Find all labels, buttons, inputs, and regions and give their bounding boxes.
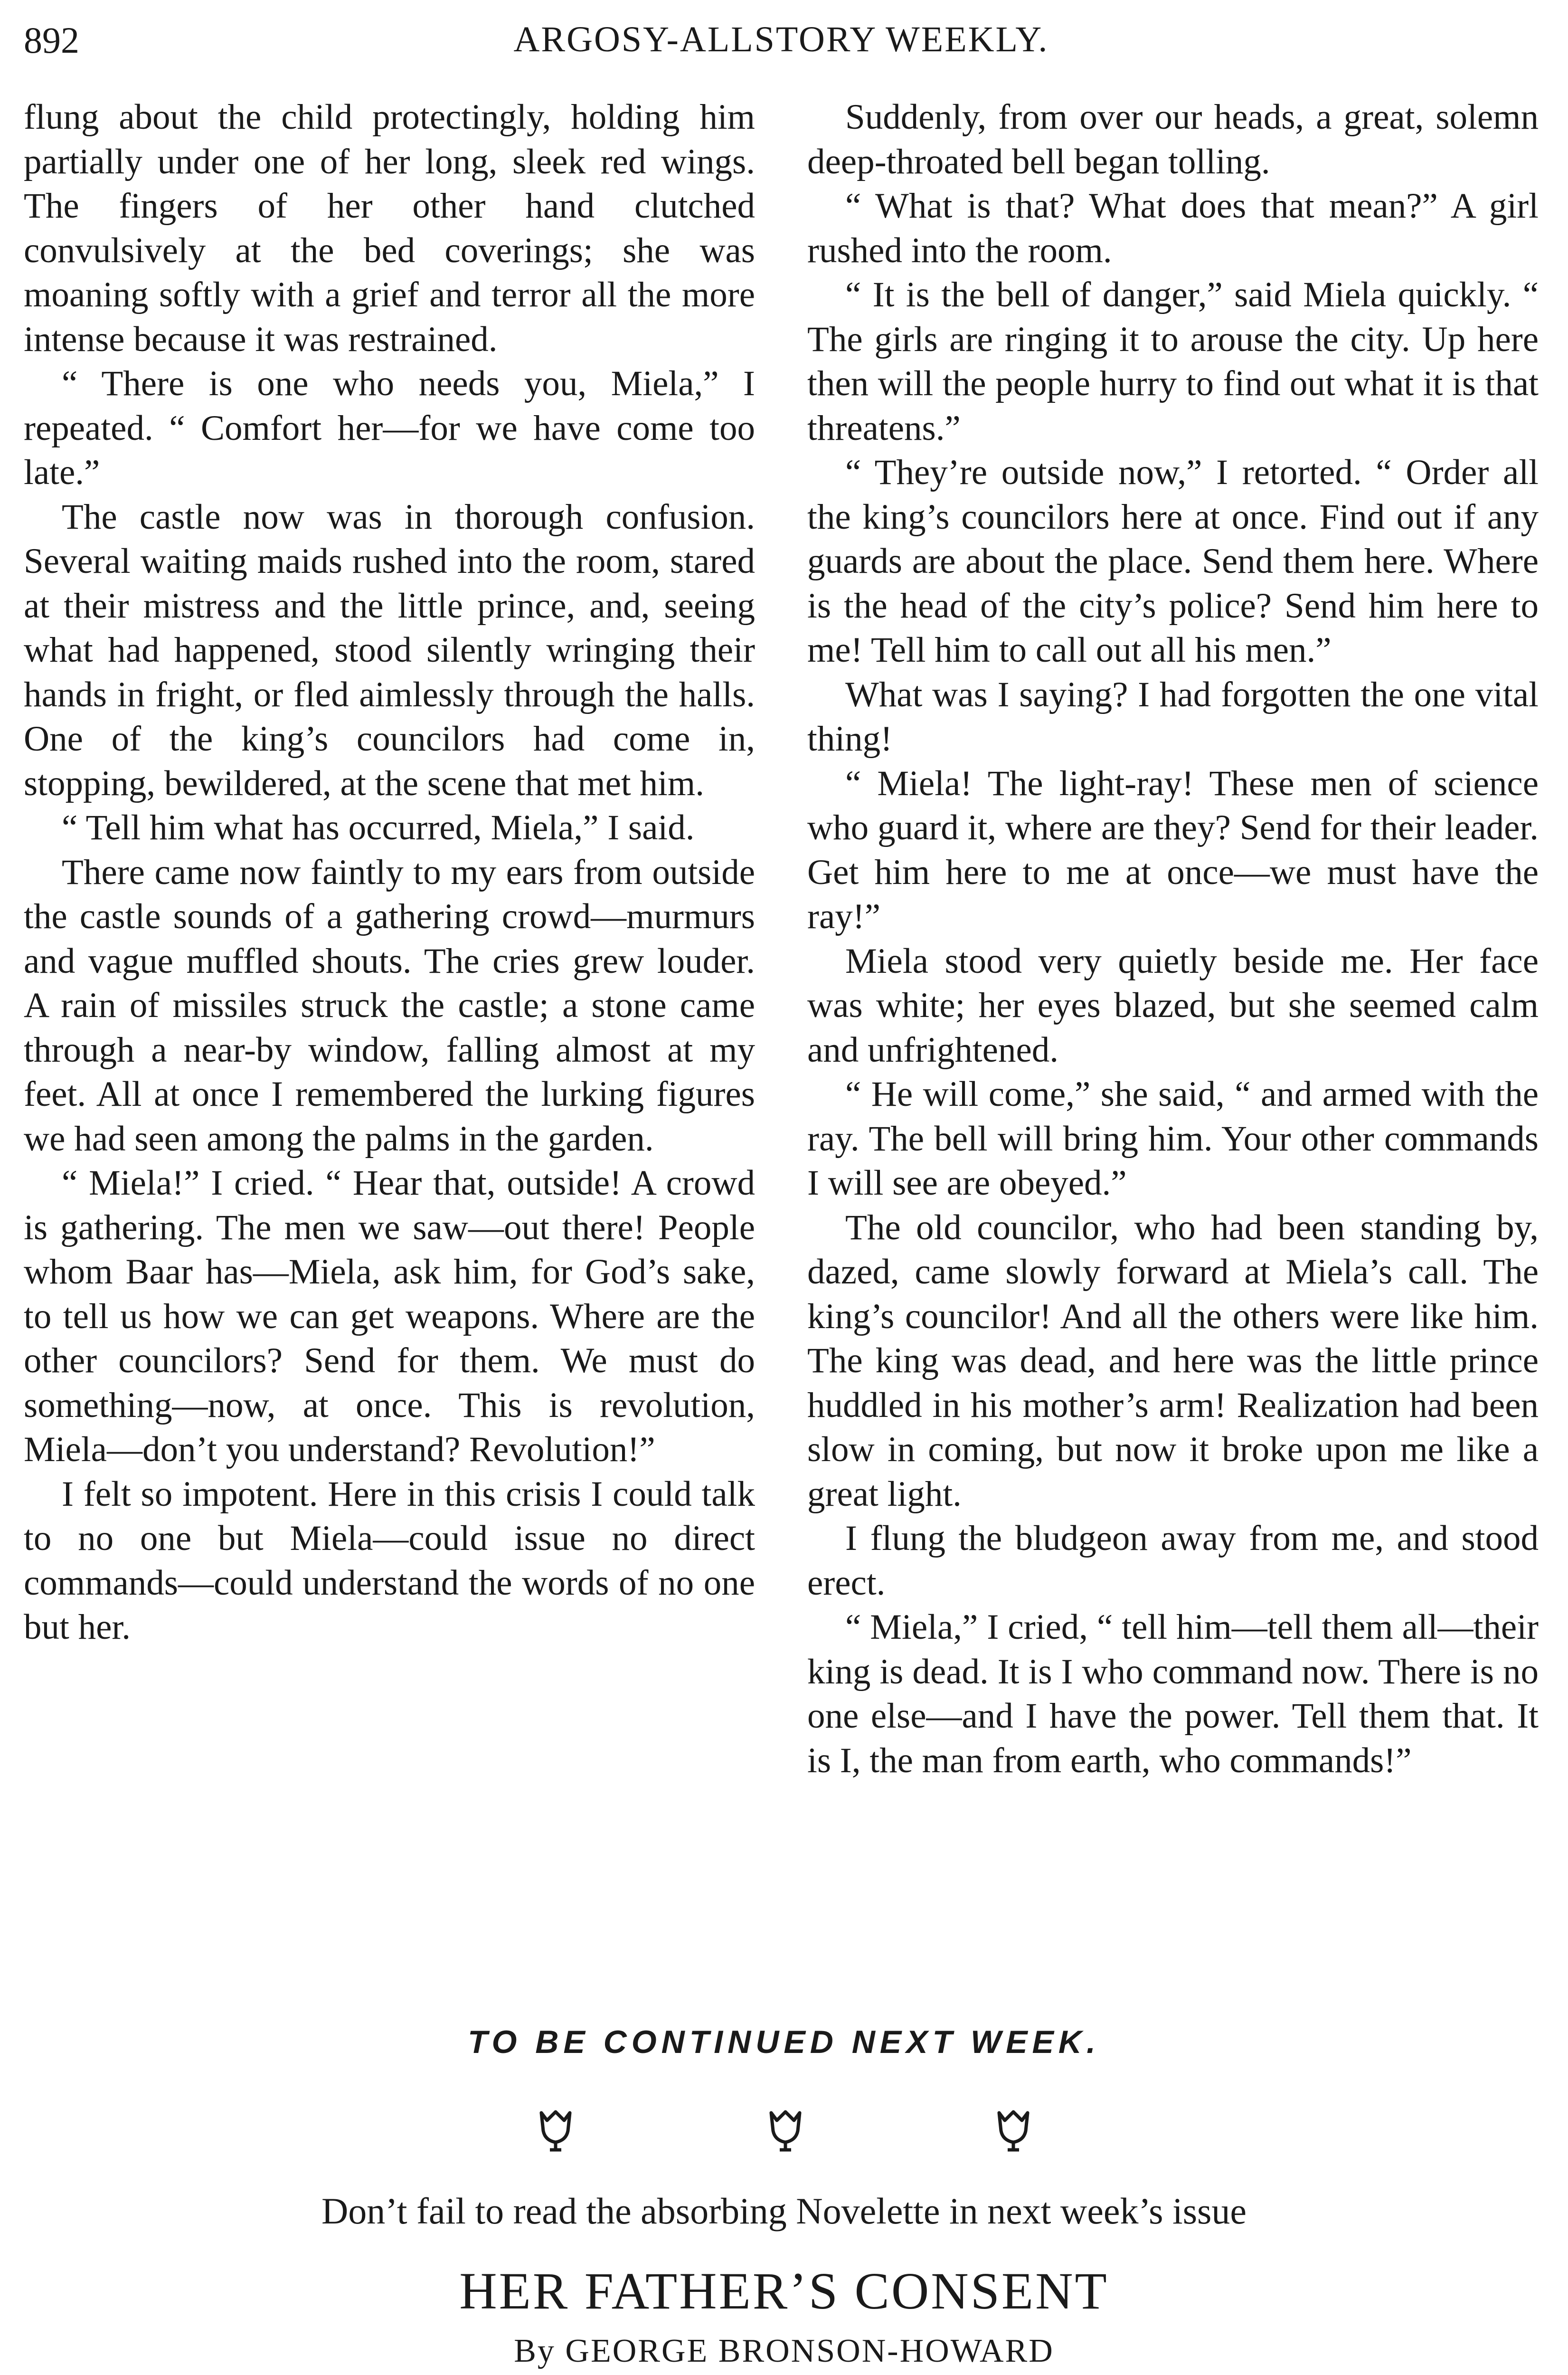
paragraph: The old councilor, who had been standing by, dazed, came slowly forward at Miela’s call. The king’s councilor! And all the others were like him. The king was dead, and here was the little prince huddled in his mother’s arm! Realization had been slow in coming, but now it broke upon me like a great light. [807, 1207, 1539, 1514]
paragraph: “ Miela! The light-ray! These men of science who guard it, where are they? Send for their leader. Get him here to me at once—we must have the ray!” [807, 763, 1539, 936]
text-columns [24, 95, 1539, 2019]
running-title: ARGOSY-ALLSTORY WEEKLY. [513, 19, 1049, 59]
left-column [24, 95, 755, 2019]
paragraph: Miela stood very quietly beside me. Her face was white; her eyes blazed, but she seemed calm and unfrightened. [807, 941, 1539, 1070]
paragraph: The castle now was in thorough confusion. Several waiting maids rushed into the room, stared at their mistress and the little prince, and, seeing what had happened, stood silently wringing their hands in fright, or fled aimlessly through the halls. One of the king’s councilors had come in, stopping, bewildered, at the scene that met him. [24, 497, 755, 803]
paragraph: “ There is one who needs you, Miela,” I repeated. “ Comfort her—for we have come too late.” [24, 364, 755, 492]
paragraph: flung about the child protectingly, holding him partially under one of her long, sleek red wings. The fingers of her other hand clutched convulsively at the bed coverings; she was moaning softly with a grief and terror all the more intense because it was restrained. [24, 97, 755, 359]
tulip-ornament-icon [766, 2109, 804, 2152]
page-header [24, 14, 1539, 76]
paragraph: “ What is that? What does that mean?” A girl rushed into the room. [807, 186, 1539, 270]
paragraph: I felt so impotent. Here in this crisis I could talk to no one but Miela—could issue no direct commands—could understand the words of no one but her. [24, 1474, 755, 1647]
paragraph: “ They’re outside now,” I retorted. “ Order all the king’s councilors here at once. Find out if any guards are about the place. Send them here. Where is the head of the city’s police? Send him here to me! Tell him to call out all his men.” [807, 453, 1539, 670]
paragraph: What was I saying? I had forgotten the one vital thing! [807, 674, 1539, 759]
advertisement-byline: By GEORGE BRONSON-HOWARD [514, 2333, 1054, 2369]
paragraph: I flung the bludgeon away from me, and stood erect. [807, 1519, 1539, 1603]
continued-notice: TO BE CONTINUED NEXT WEEK. [468, 2024, 1100, 2060]
paragraph: There came now faintly to my ears from outside the castle sounds of a gathering crowd—murmurs and vague muffled shouts. The cries grew louder. A rain of missiles struck the castle; a stone came through a near-by window, falling almost at my feet. All at once I remembered the lurking figures we had seen among the palms in the garden. [24, 852, 755, 1159]
paragraph: Suddenly, from over our heads, a great, solemn deep-throated bell began tolling. [807, 97, 1539, 181]
advertisement-title: HER FATHER’S CONSENT [459, 2262, 1109, 2320]
ornament-row [0, 2109, 1568, 2156]
paragraph: “ It is the bell of danger,” said Miela quickly. “ The girls are ringing it to arouse the city. Up here then will the people hurry to find out what it is that threatens.” [807, 275, 1539, 448]
advertisement-intro: Don’t fail to read the absorbing Novelette in next week’s issue [321, 2190, 1247, 2232]
tulip-ornament-icon [994, 2109, 1032, 2152]
page-number: 892 [24, 19, 79, 61]
paragraph: “ Miela,” I cried, “ tell him—tell them all—their king is dead. It is I who command now. There is no one else—and I have the power. Tell them that. It is I, the man from earth, who commands!” [807, 1607, 1539, 1780]
right-column [807, 95, 1539, 2019]
paragraph: “ Tell him what has occurred, Miela,” I said. [62, 808, 695, 847]
paragraph: “ Miela!” I cried. “ Hear that, outside! A crowd is gathering. The men we saw—out there! People whom Baar has—Miela, ask him, for God’s sake, to tell us how we can get weapons. Where are the other councilors? Send for them. We must do something—now, at once. This is revolution, Miela—don’t you understand? Revolution!” [24, 1163, 755, 1469]
tulip-ornament-icon [537, 2109, 575, 2152]
paragraph: “ He will come,” she said, “ and armed with the ray. The bell will bring him. Your other commands I will see are obeyed.” [807, 1074, 1539, 1203]
